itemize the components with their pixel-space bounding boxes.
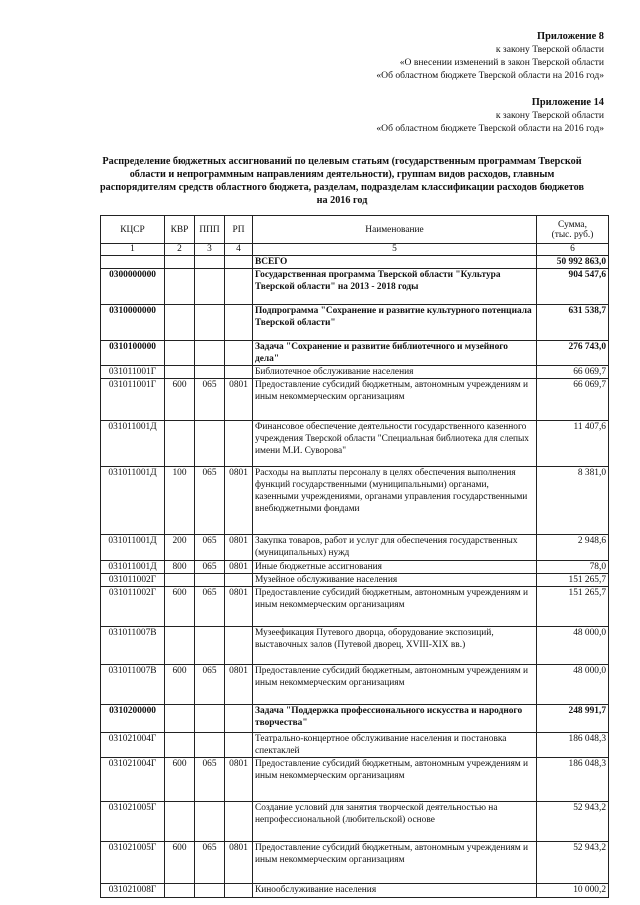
cell-sum: 48 000,0: [537, 665, 609, 705]
cell-name: Театрально-концертное обслуживание населения и постановка спектаклей: [253, 733, 537, 758]
cell-rp: [225, 802, 253, 842]
cell-kvr: 600: [165, 587, 195, 627]
table-row: [101, 467, 609, 535]
appendix-8-line: «О внесении изменений в закон Тверской области: [399, 57, 604, 68]
cell-rp: [225, 269, 253, 305]
cell-name: Музейное обслуживание населения: [253, 574, 537, 587]
cell-ppp: [195, 705, 225, 733]
cell-ppp: [195, 802, 225, 842]
cell-kcsr: 031011001Д: [101, 421, 165, 467]
document-title-line: на 2016 год: [316, 195, 368, 206]
cell-rp: [225, 305, 253, 341]
document-title: [82, 155, 602, 207]
cell-sum: 186 048,3: [537, 733, 609, 758]
cell-kvr: 600: [165, 842, 195, 884]
cell-rp: [225, 341, 253, 366]
cell-kvr: 600: [165, 665, 195, 705]
table-row: [101, 379, 609, 421]
cell-kvr: [165, 421, 195, 467]
table-row: [101, 269, 609, 305]
cell-name: Задача "Сохранение и развитие библиотечного и музейного дела": [253, 341, 537, 366]
cell-kcsr: 031021005Г: [101, 842, 165, 884]
cell-rp: [225, 421, 253, 467]
cell-name: Предоставление субсидий бюджетным, автономным учреждениям и иным некоммерческим организациям: [253, 587, 537, 627]
cell-rp: 0801: [225, 561, 253, 574]
col-header-kcsr: КЦСР: [101, 216, 165, 244]
cell-kvr: 600: [165, 379, 195, 421]
cell-sum: 248 991,7: [537, 705, 609, 733]
table-row: [101, 758, 609, 802]
cell-rp: [225, 627, 253, 665]
col-header-rp: РП: [225, 216, 253, 244]
cell-sum: 151 265,7: [537, 587, 609, 627]
cell-rp: [225, 733, 253, 758]
cell-kcsr: 031011007В: [101, 665, 165, 705]
cell-kvr: [165, 627, 195, 665]
cell-kcsr: 031011001Д: [101, 561, 165, 574]
col-header-sum-line1: Сумма,: [558, 219, 587, 230]
cell-name: Финансовое обеспечение деятельности государственного казенного учреждения Тверской области "Специальная библиотека для слепых имени М.И. Суворова": [253, 421, 537, 467]
table-row: [101, 561, 609, 574]
appendix-14-line: «Об областном бюджете Тверской области на 2016 год»: [376, 123, 604, 134]
cell-kcsr: 031011001Д: [101, 535, 165, 561]
table-row: [101, 366, 609, 379]
cell-kcsr: 031021004Г: [101, 733, 165, 758]
cell-rp: [225, 256, 253, 269]
cell-rp: 0801: [225, 379, 253, 421]
column-number: 5: [253, 244, 537, 256]
cell-kvr: [165, 305, 195, 341]
cell-kvr: [165, 733, 195, 758]
cell-kcsr: 031011001Г: [101, 366, 165, 379]
cell-kvr: [165, 705, 195, 733]
cell-kcsr: 031021008Г: [101, 884, 165, 898]
cell-sum: 2 948,6: [537, 535, 609, 561]
cell-sum: 276 743,0: [537, 341, 609, 366]
cell-ppp: 065: [195, 561, 225, 574]
cell-name: Кинообслуживание населения: [253, 884, 537, 898]
table-row: [101, 574, 609, 587]
cell-name: Предоставление субсидий бюджетным, автономным учреждениям и иным некоммерческим организациям: [253, 665, 537, 705]
cell-sum: 66 069,7: [537, 366, 609, 379]
cell-ppp: [195, 256, 225, 269]
appendix-8-line: «Об областном бюджете Тверской области на 2016 год»: [376, 70, 604, 81]
cell-rp: 0801: [225, 842, 253, 884]
cell-rp: [225, 574, 253, 587]
cell-ppp: 065: [195, 842, 225, 884]
cell-kvr: [165, 366, 195, 379]
cell-kcsr: 031021005Г: [101, 802, 165, 842]
cell-ppp: 065: [195, 665, 225, 705]
cell-name: Библиотечное обслуживание населения: [253, 366, 537, 379]
cell-sum: 904 547,6: [537, 269, 609, 305]
cell-kcsr: 031011001Д: [101, 467, 165, 535]
table-row: [101, 842, 609, 884]
cell-name: Предоставление субсидий бюджетным, автономным учреждениям и иным некоммерческим организациям: [253, 758, 537, 802]
cell-kcsr: [101, 256, 165, 269]
cell-ppp: [195, 269, 225, 305]
cell-kvr: [165, 574, 195, 587]
cell-name: Создание условий для занятия творческой деятельностью на непрофессиональной (любительской) основе: [253, 802, 537, 842]
appendix-8-header: [376, 30, 604, 82]
cell-ppp: 065: [195, 535, 225, 561]
cell-kvr: 600: [165, 758, 195, 802]
cell-name: Музеефикация Путевого дворца, оборудование экспозиций, выставочных залов (Путевой дворец, XVIII-XIX вв.): [253, 627, 537, 665]
cell-kcsr: 031011002Г: [101, 574, 165, 587]
table-header-row: [101, 216, 609, 244]
col-header-sum-line2: (тыс. руб.): [551, 229, 594, 240]
table-row: [101, 802, 609, 842]
column-number: 3: [195, 244, 225, 256]
document-title-line: Распределение бюджетных ассигнований по целевым статьям (государственным программам Тверской: [102, 156, 582, 167]
appendix-14-line: к закону Тверской области: [495, 110, 604, 121]
cell-kcsr: 031011001Г: [101, 379, 165, 421]
table-row: [101, 587, 609, 627]
appendix-14-title: Приложение 14: [531, 97, 604, 108]
cell-name: Государственная программа Тверской области "Культура Тверской области" на 2013 - 2018 годы: [253, 269, 537, 305]
appendix-14-header: [376, 96, 604, 135]
col-header-ppp: ППП: [195, 216, 225, 244]
table-row: [101, 665, 609, 705]
cell-rp: 0801: [225, 758, 253, 802]
cell-sum: 52 943,2: [537, 802, 609, 842]
cell-sum: 52 943,2: [537, 842, 609, 884]
cell-ppp: [195, 341, 225, 366]
cell-name: Расходы на выплаты персоналу в целях обеспечения выполнения функций государственными (муниципальными) органами, казенными учреждениями, органами управления государственными внебюджетными фондами: [253, 467, 537, 535]
table-row: [101, 341, 609, 366]
cell-kcsr: 031011007В: [101, 627, 165, 665]
cell-sum: 66 069,7: [537, 379, 609, 421]
cell-kcsr: 0310200000: [101, 705, 165, 733]
cell-ppp: [195, 366, 225, 379]
table-row: [101, 305, 609, 341]
column-number: 2: [165, 244, 195, 256]
cell-ppp: 065: [195, 758, 225, 802]
cell-ppp: [195, 884, 225, 898]
appendix-8-line: к закону Тверской области: [495, 44, 604, 55]
cell-kvr: 200: [165, 535, 195, 561]
cell-ppp: [195, 733, 225, 758]
cell-ppp: [195, 574, 225, 587]
cell-kcsr: 031011002Г: [101, 587, 165, 627]
table-row: [101, 627, 609, 665]
column-number: 1: [101, 244, 165, 256]
document-title-line: распорядителям средств областного бюджета, разделам, подразделам классификации расходов бюджетов: [99, 182, 585, 193]
cell-rp: [225, 884, 253, 898]
document-title-line: области и непрограммным направлениям деятельности), группам видов расходов, главным: [129, 169, 555, 180]
column-number-row: [101, 244, 609, 256]
budget-table: [100, 215, 609, 898]
cell-name: Задача "Поддержка профессионального искусства и народного творчества": [253, 705, 537, 733]
table-row: [101, 256, 609, 269]
appendix-8-title: Приложение 8: [536, 31, 604, 42]
column-number: 6: [537, 244, 609, 256]
cell-kvr: [165, 802, 195, 842]
cell-rp: 0801: [225, 665, 253, 705]
cell-ppp: [195, 305, 225, 341]
cell-ppp: 065: [195, 467, 225, 535]
cell-kvr: 100: [165, 467, 195, 535]
table-row: [101, 733, 609, 758]
cell-kcsr: 0310000000: [101, 305, 165, 341]
table-row: [101, 421, 609, 467]
column-number: 4: [225, 244, 253, 256]
col-header-kvr: КВР: [165, 216, 195, 244]
cell-sum: 631 538,7: [537, 305, 609, 341]
cell-rp: 0801: [225, 587, 253, 627]
cell-kvr: 800: [165, 561, 195, 574]
table-row: [101, 535, 609, 561]
cell-sum: 50 992 863,0: [537, 256, 609, 269]
cell-sum: 10 000,2: [537, 884, 609, 898]
cell-name: Закупка товаров, работ и услуг для обеспечения государственных (муниципальных) нужд: [253, 535, 537, 561]
cell-sum: 11 407,6: [537, 421, 609, 467]
cell-sum: 186 048,3: [537, 758, 609, 802]
cell-kvr: [165, 269, 195, 305]
cell-rp: 0801: [225, 535, 253, 561]
cell-name: ВСЕГО: [253, 256, 537, 269]
cell-sum: 78,0: [537, 561, 609, 574]
cell-ppp: 065: [195, 379, 225, 421]
cell-rp: [225, 366, 253, 379]
col-header-sum: [537, 216, 609, 244]
cell-kvr: [165, 256, 195, 269]
cell-rp: [225, 705, 253, 733]
cell-sum: 48 000,0: [537, 627, 609, 665]
cell-sum: 8 381,0: [537, 467, 609, 535]
cell-name: Подпрограмма "Сохранение и развитие культурного потенциала Тверской области": [253, 305, 537, 341]
cell-kvr: [165, 884, 195, 898]
table-row: [101, 705, 609, 733]
cell-name: Иные бюджетные ассигнования: [253, 561, 537, 574]
cell-kcsr: 0300000000: [101, 269, 165, 305]
cell-ppp: 065: [195, 587, 225, 627]
col-header-name: Наименование: [253, 216, 537, 244]
cell-sum: 151 265,7: [537, 574, 609, 587]
cell-kcsr: 0310100000: [101, 341, 165, 366]
cell-rp: 0801: [225, 467, 253, 535]
cell-ppp: [195, 627, 225, 665]
cell-ppp: [195, 421, 225, 467]
cell-name: Предоставление субсидий бюджетным, автономным учреждениям и иным некоммерческим организациям: [253, 379, 537, 421]
table-row: [101, 884, 609, 898]
cell-kvr: [165, 341, 195, 366]
cell-kcsr: 031021004Г: [101, 758, 165, 802]
cell-name: Предоставление субсидий бюджетным, автономным учреждениям и иным некоммерческим организациям: [253, 842, 537, 884]
